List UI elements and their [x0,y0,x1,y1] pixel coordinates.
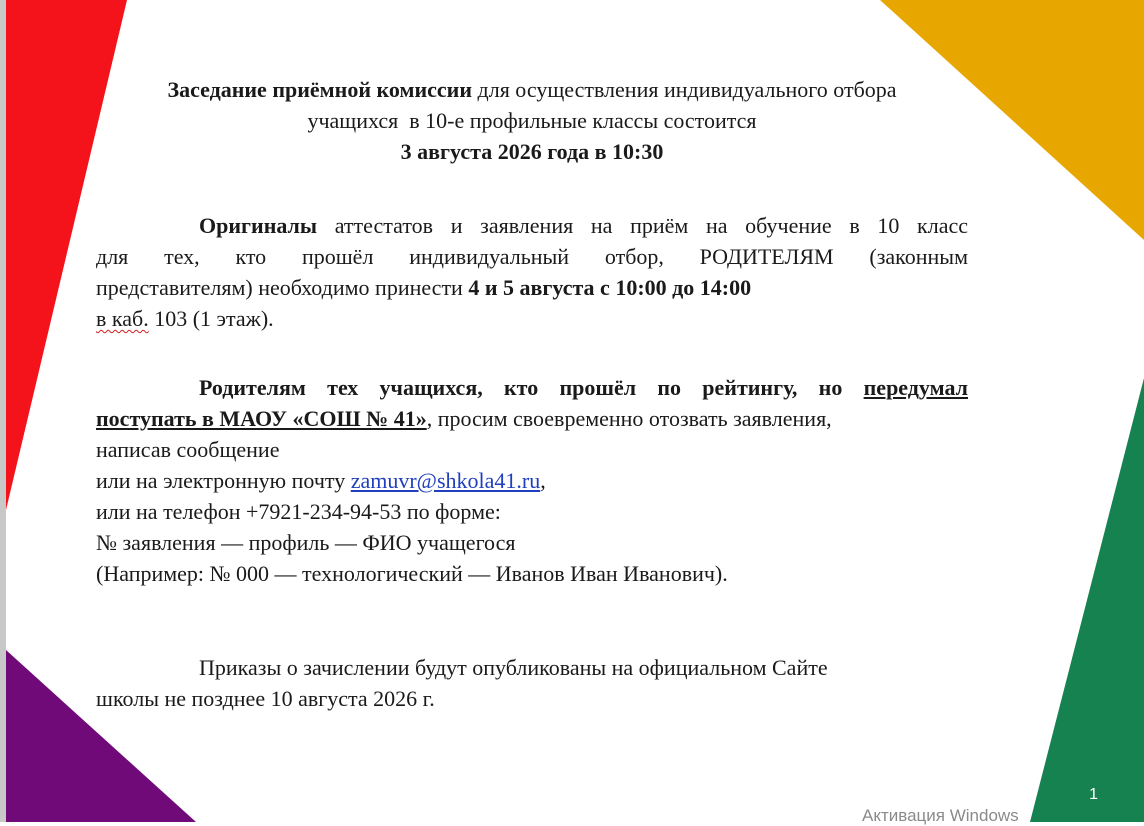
withdraw-email-lead: или на электронную почту [96,468,351,493]
windows-activation-watermark: Активация Windows [862,806,1019,825]
originals-line-3 [96,272,968,303]
withdraw-line-3: написав сообщение [96,437,280,462]
withdraw-line-5: или на телефон +7921-234-94-53 по форме: [96,499,501,524]
withdraw-line-2 [96,403,968,434]
heading-date-line [96,136,968,167]
email-link[interactable]: zamuvr@shkola41.ru [350,468,541,493]
orders-line-2: школы не позднее 10 августа 2026 г. [96,686,435,711]
originals-line-2: для тех, кто прошёл индивидуальный отбор, РОДИТЕЛЯМ (законным [96,244,968,269]
orders-line-1: Приказы о зачислении будут опубликованы на официальном Сайте [199,655,828,680]
originals-dates: 4 и 5 августа с 10:00 до 14:00 [468,275,752,300]
slide-page-number: 1 [1089,786,1098,803]
meeting-date: 3 августа 2026 года в 10:30 [400,139,664,164]
withdraw-changed-mind: передумал [863,375,968,400]
green-triangle-shape [1030,378,1144,822]
originals-paragraph [96,210,968,334]
heading-line-2: учащихся в 10-е профильные классы состоится [307,108,757,133]
room-abbrev-text: в каб. [96,306,149,331]
withdraw-line-4 [96,465,968,496]
orders-paragraph [96,652,968,714]
originals-line-1 [96,210,968,241]
heading-bold-text: Заседание приёмной комиссии [167,77,473,102]
withdraw-line-2-rest: , просим своевременно отозвать заявления, [426,406,832,431]
originals-line-4 [96,303,968,334]
originals-bold-lead: Оригиналы [199,213,318,238]
withdraw-bold-lead: Родителям тех учащихся, кто прошёл по рейтингу, но [199,375,864,400]
withdraw-email-tail: , [540,468,546,493]
originals-line-1-rest: аттестатов и заявления на приём на обучение в 10 класс [317,213,968,238]
withdraw-line-7: (Например: № 000 — технологический — Иванов Иван Иванович). [96,561,728,586]
withdraw-line-6: № заявления — профиль — ФИО учащегося [96,530,516,555]
heading-rest-text: для осуществления индивидуального отбора [472,77,897,102]
heading-line-1 [96,74,968,105]
withdraw-line-1 [96,372,968,403]
originals-line-3-plain: представителям) необходимо принести [96,275,469,300]
heading-block [96,74,968,167]
originals-line-4-rest: 103 (1 этаж). [148,306,274,331]
withdraw-paragraph [96,372,968,589]
withdraw-school-name: поступать в МАОУ «СОШ № 41» [96,406,427,431]
